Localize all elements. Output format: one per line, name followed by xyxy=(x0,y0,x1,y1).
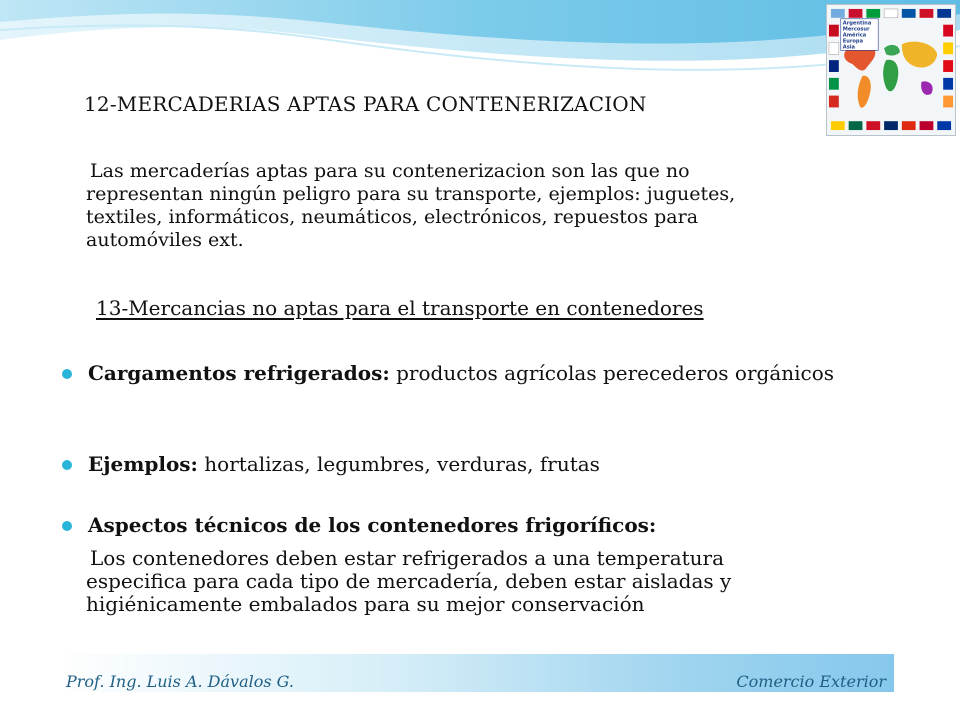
intro-line: representan ningún peligro para su transporte, ejemplos: juguetes, xyxy=(86,183,736,205)
world-map-logo xyxy=(826,4,956,136)
footer-author: Prof. Ing. Luis A. Dávalos G. xyxy=(66,672,294,691)
closing-line: Los contenedores deben estar refrigerados a una temperatura xyxy=(90,546,725,570)
bullet-item xyxy=(62,453,842,476)
closing-paragraph xyxy=(88,547,848,616)
closing-line: higiénicamente embalados para su mejor conservación xyxy=(86,592,645,616)
closing-line: especifica para cada tipo de mercadería, deben estar aisladas y xyxy=(86,569,732,593)
intro-line: Las mercaderías aptas para su contenerizacion son las que no xyxy=(90,160,690,182)
intro-paragraph xyxy=(88,160,848,252)
logo-line: Europa xyxy=(842,38,864,45)
logo-line: Argentina xyxy=(842,20,872,27)
logo-line: Mercosur xyxy=(842,26,870,33)
section-heading-12: 12-MERCADERIAS APTAS PARA CONTENERIZACION xyxy=(84,92,647,116)
intro-line: automóviles ext. xyxy=(86,229,244,251)
bullet-text xyxy=(88,514,842,537)
footer-subject: Comercio Exterior xyxy=(736,672,886,691)
bullet-dot-icon xyxy=(62,521,72,531)
bullet-dot-icon xyxy=(62,369,72,379)
logo-line: Asia xyxy=(842,44,855,51)
bullet-item xyxy=(62,362,842,385)
bullet-text xyxy=(88,362,842,385)
bullet-text xyxy=(88,453,842,476)
bullet-rest: hortalizas, legumbres, verduras, frutas xyxy=(197,452,600,476)
logo-line: América xyxy=(842,32,867,39)
bullet-bold: Ejemplos: xyxy=(88,452,198,476)
bullet-rest: productos agrícolas perecederos orgánicos xyxy=(389,361,835,385)
bullet-bold: Aspectos técnicos de los contenedores frigoríficos: xyxy=(88,513,657,537)
section-heading-13: 13-Mercancias no aptas para el transporte en contenedores xyxy=(96,296,704,320)
bullet-bold: Cargamentos refrigerados: xyxy=(88,361,390,385)
intro-line: textiles, informáticos, neumáticos, electrónicos, repuestos para xyxy=(86,206,699,228)
bullet-item xyxy=(62,514,842,537)
bullet-dot-icon xyxy=(62,460,72,470)
